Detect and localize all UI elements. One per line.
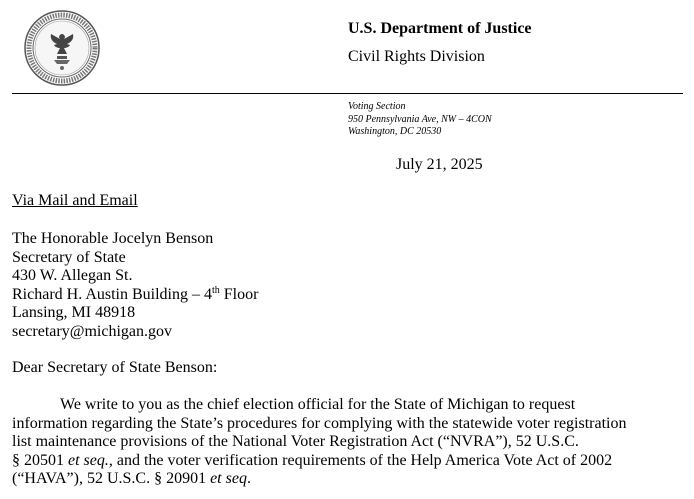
body-line: We write to you as the chief election official for the State of Michigan to request	[60, 396, 576, 413]
delivery-method: Via Mail and Email	[12, 192, 138, 209]
sender-section: Voting Section	[348, 101, 406, 112]
recipient-street: 430 W. Allegan St.	[12, 267, 133, 284]
body-line: (“HAVA”), 52 U.S.C. § 20901 et seq.	[12, 470, 251, 487]
division-name: Civil Rights Division	[348, 48, 485, 65]
body-line: information regarding the State’s procedures for complying with the statewide voter registration	[12, 414, 627, 432]
letterhead-rule	[12, 93, 683, 94]
recipient-city: Lansing, MI 48918	[12, 304, 136, 321]
body-line: list maintenance provisions of the National Voter Registration Act (“NVRA”), 52 U.S.C.	[12, 433, 579, 450]
recipient-email[interactable]: secretary@michigan.gov	[12, 322, 173, 340]
body-paragraph	[12, 396, 684, 489]
agency-name: U.S. Department of Justice	[348, 20, 532, 37]
sender-address	[348, 101, 492, 139]
recipient-name: The Honorable Jocelyn Benson	[12, 230, 214, 247]
body-line: § 20501 et seq., and the voter verification requirements of the Help America Vote Act of 2002	[12, 451, 613, 469]
sender-street: 950 Pennsylvania Ave, NW – 4CON	[348, 113, 492, 125]
recipient-building: Richard H. Austin Building – 4th Floor	[12, 284, 259, 303]
letter-date: July 21, 2025	[396, 156, 483, 173]
doj-seal-icon	[24, 10, 100, 86]
recipient-title: Secretary of State	[12, 248, 126, 266]
recipient-block	[12, 230, 258, 341]
salutation: Dear Secretary of State Benson:	[12, 359, 218, 376]
sender-city: Washington, DC 20530	[348, 126, 442, 137]
